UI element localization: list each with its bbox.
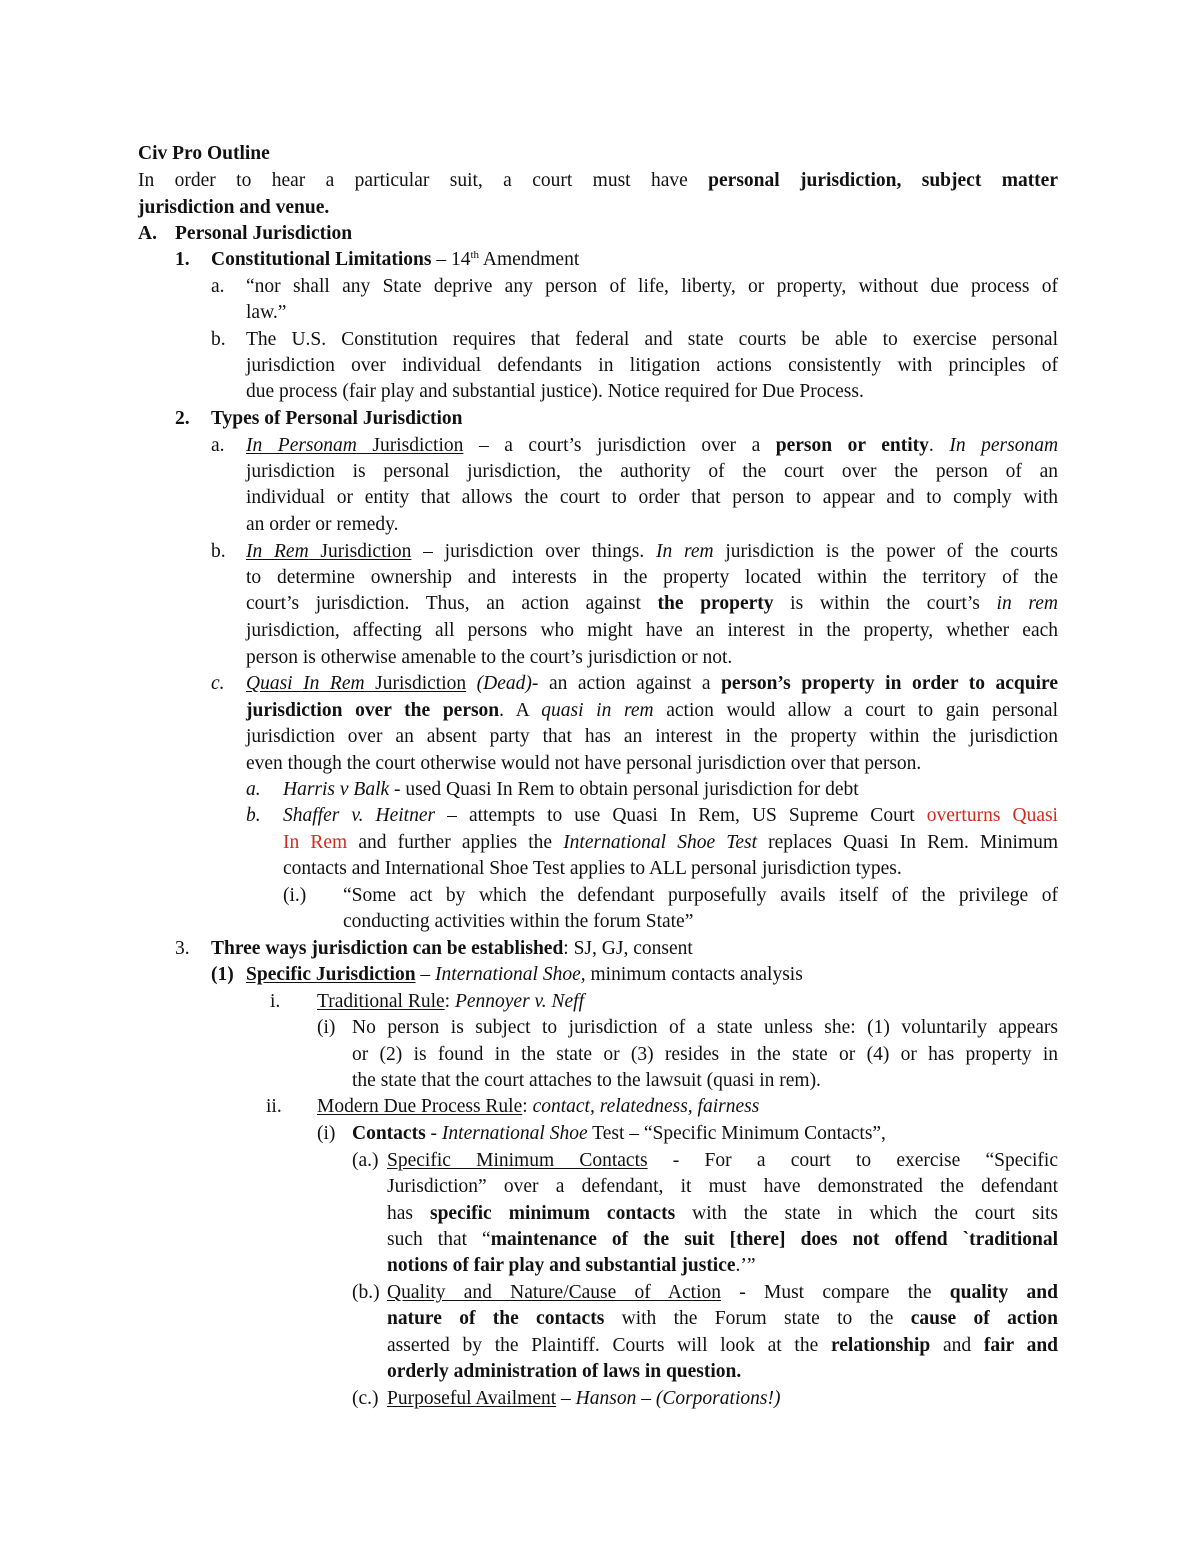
s3-b-line-3: asserted by the Plaintiff. Courts will look at the relationship and fair and	[387, 1335, 1059, 1356]
s3-i-marker: i.	[270, 991, 281, 1012]
s1-a-line-2: law.”	[246, 302, 287, 323]
s3-ii1-heading: Contacts - International Shoe Test – “Specific Minimum Contacts”,	[352, 1123, 886, 1144]
s2-c-a-marker: a.	[246, 779, 261, 800]
s3-a-line-3: has specific minimum contacts with the state in which the court sits	[387, 1203, 1058, 1224]
s1-marker: 1.	[175, 249, 190, 270]
s2-a-line-1: In Personam Jurisdiction – a court’s jurisdiction over a person or entity. In personam	[246, 435, 1059, 456]
s3-c-line: Purposeful Availment – Hanson – (Corporations!)	[387, 1388, 781, 1409]
s2-b-line-4: jurisdiction, affecting all persons who might have an interest in the property, whether each	[246, 620, 1058, 641]
s3-i1-marker: (i)	[317, 1017, 336, 1038]
s3-b-line-4: orderly administration of laws in question.	[387, 1361, 742, 1382]
s3-heading: Three ways jurisdiction can be established: SJ, GJ, consent	[211, 938, 693, 959]
intro-line-2: jurisdiction and venue.	[138, 197, 330, 218]
s1-heading: Constitutional Limitations – 14th Amendment	[211, 249, 580, 270]
s1-b-marker: b.	[211, 329, 226, 350]
s3-ii1-marker: (i)	[317, 1123, 336, 1144]
s3-b-marker: (b.)	[352, 1282, 380, 1303]
s3-i1-line-3: the state that the court attaches to the lawsuit (quasi in rem).	[352, 1070, 821, 1091]
section-a-heading: Personal Jurisdiction	[175, 223, 353, 244]
s2-a-line-4: an order or remedy.	[246, 514, 399, 535]
s2-b-line-2: to determine ownership and interests in the property located within the territory of the	[246, 567, 1058, 588]
s2-c-b-line-3: contacts and International Shoe Test applies to ALL personal jurisdiction types.	[283, 858, 902, 879]
s2-c-line-1: Quasi In Rem Jurisdiction (Dead)- an action against a person’s property in order to acquire	[246, 673, 1058, 694]
s3-a-line-1: Specific Minimum Contacts - For a court to exercise “Specific	[387, 1150, 1058, 1171]
s3-a-marker: (a.)	[352, 1150, 379, 1171]
s2-a-line-2: jurisdiction is personal jurisdiction, the authority of the court over the person of an	[246, 461, 1058, 482]
s2-heading: Types of Personal Jurisdiction	[211, 408, 463, 429]
s3-sj-heading: Specific Jurisdiction – International Shoe, minimum contacts analysis	[246, 964, 803, 985]
s2-b-line-3: court’s jurisdiction. Thus, an action against the property is within the court’s in rem	[246, 593, 1058, 614]
s3-i1-line-1: No person is subject to jurisdiction of a state unless she: (1) voluntarily appears	[352, 1017, 1058, 1038]
s2-c-line-4: even though the court otherwise would not have personal jurisdiction over that person.	[246, 753, 922, 774]
s2-c-a-line: Harris v Balk - used Quasi In Rem to obtain personal jurisdiction for debt	[283, 779, 859, 800]
s3-c-marker: (c.)	[352, 1388, 379, 1409]
s2-c-b-marker: b.	[246, 805, 261, 826]
s3-a-line-2: Jurisdiction” over a defendant, it must have demonstrated the defendant	[387, 1176, 1058, 1197]
section-a-marker: A.	[138, 223, 157, 244]
s2-a-marker: a.	[211, 435, 225, 456]
s3-a-line-5: notions of fair play and substantial justice.’”	[387, 1255, 756, 1276]
s2-b-line-1: In Rem Jurisdiction – jurisdiction over things. In rem jurisdiction is the power of the courts	[246, 541, 1058, 562]
s3-i1-line-2: or (2) is found in the state or (3) resides in the state or (4) or has property in	[352, 1044, 1058, 1065]
s2-b-line-5: person is otherwise amenable to the court’s jurisdiction or not.	[246, 647, 733, 668]
s2-c-b-i-marker: (i.)	[283, 885, 307, 906]
s3-marker: 3.	[175, 938, 190, 959]
s1-a-marker: a.	[211, 276, 225, 297]
document-title: Civ Pro Outline	[138, 143, 270, 164]
s1-b-line-3: due process (fair play and substantial justice). Notice required for Due Process.	[246, 381, 864, 402]
s2-c-b-line-1: Shaffer v. Heitner – attempts to use Quasi In Rem, US Supreme Court overturns Quasi	[283, 805, 1058, 826]
s3-i-heading: Traditional Rule: Pennoyer v. Neff	[317, 991, 584, 1012]
s3-ii-marker: ii.	[266, 1096, 282, 1117]
s2-c-b-i-line-1: “Some act by which the defendant purposefully avails itself of the privilege of	[343, 885, 1058, 906]
s2-c-b-line-2: In Rem and further applies the International Shoe Test replaces Quasi In Rem. Minimum	[283, 832, 1059, 853]
s3-ii-heading: Modern Due Process Rule: contact, relatedness, fairness	[317, 1096, 760, 1117]
s2-c-line-3: jurisdiction over an absent party that has an interest in the property within the jurisdiction	[246, 726, 1058, 747]
s1-b-line-2: jurisdiction over individual defendants in litigation actions consistently with principles of	[246, 355, 1058, 376]
s3-b-line-2: nature of the contacts with the Forum state to the cause of action	[387, 1308, 1058, 1329]
s3-b-line-1: Quality and Nature/Cause of Action - Must compare the quality and	[387, 1282, 1058, 1303]
s2-b-marker: b.	[211, 541, 226, 562]
s3-sj-marker: (1)	[211, 964, 234, 985]
s2-a-line-3: individual or entity that allows the court to order that person to appear and to comply with	[246, 487, 1058, 508]
s1-a-line-1: “nor shall any State deprive any person of life, liberty, or property, without due process of	[246, 276, 1058, 297]
s2-c-line-2: jurisdiction over the person. A quasi in rem action would allow a court to gain personal	[246, 700, 1059, 721]
s1-b-line-1: The U.S. Constitution requires that federal and state courts be able to exercise personal	[246, 329, 1058, 350]
intro-line-1: In order to hear a particular suit, a court must have personal jurisdiction, subject matter	[138, 170, 1058, 191]
s2-c-marker: c.	[211, 673, 225, 694]
s3-a-line-4: such that “maintenance of the suit [there] does not offend `traditional	[387, 1229, 1059, 1250]
s2-marker: 2.	[175, 408, 190, 429]
s2-c-b-i-line-2: conducting activities within the forum State”	[343, 911, 694, 932]
